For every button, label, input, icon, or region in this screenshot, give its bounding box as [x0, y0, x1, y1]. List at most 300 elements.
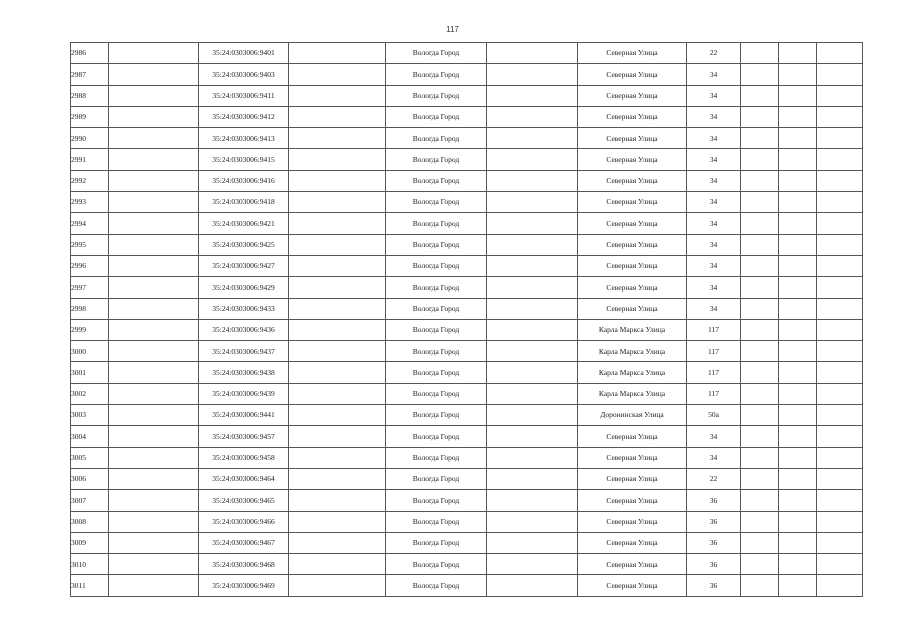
table-row	[71, 192, 863, 213]
table-row	[71, 383, 863, 404]
empty-cell	[817, 234, 863, 255]
empty-cell	[741, 234, 779, 255]
house-number-cell: 36	[687, 532, 741, 553]
empty-cell	[109, 298, 199, 319]
empty-cell	[289, 85, 386, 106]
street-cell: Доронинская Улица	[578, 405, 687, 426]
empty-cell	[779, 149, 817, 170]
empty-cell	[289, 383, 386, 404]
cadastral-number-cell: 35:24:0303006:9437	[199, 341, 289, 362]
cadastral-number-cell: 35:24:0303006:9425	[199, 234, 289, 255]
cadastral-number-cell: 35:24:0303006:9465	[199, 490, 289, 511]
row-number-cell: 2996	[71, 255, 109, 276]
house-number-cell: 34	[687, 234, 741, 255]
empty-cell	[487, 43, 578, 64]
empty-cell	[109, 106, 199, 127]
table-row	[71, 362, 863, 383]
empty-cell	[487, 64, 578, 85]
cadastral-number-cell: 35:24:0303006:9421	[199, 213, 289, 234]
street-cell: Северная Улица	[578, 43, 687, 64]
empty-cell	[741, 149, 779, 170]
empty-cell	[817, 490, 863, 511]
house-number-cell: 117	[687, 383, 741, 404]
table-row	[71, 298, 863, 319]
empty-cell	[741, 511, 779, 532]
empty-cell	[487, 532, 578, 553]
empty-cell	[779, 298, 817, 319]
cadastral-number-cell: 35:24:0303006:9413	[199, 128, 289, 149]
empty-cell	[779, 426, 817, 447]
empty-cell	[487, 149, 578, 170]
house-number-cell: 36	[687, 511, 741, 532]
empty-cell	[487, 85, 578, 106]
city-cell: Вологда Город	[386, 234, 487, 255]
table-row	[71, 149, 863, 170]
empty-cell	[487, 383, 578, 404]
cadastral-number-cell: 35:24:0303006:9436	[199, 319, 289, 340]
house-number-cell: 34	[687, 277, 741, 298]
city-cell: Вологда Город	[386, 298, 487, 319]
empty-cell	[779, 405, 817, 426]
row-number-cell: 3005	[71, 447, 109, 468]
empty-cell	[741, 447, 779, 468]
table-row	[71, 532, 863, 553]
empty-cell	[817, 149, 863, 170]
empty-cell	[109, 255, 199, 276]
row-number-cell: 2992	[71, 170, 109, 191]
cadastral-number-cell: 35:24:0303006:9433	[199, 298, 289, 319]
empty-cell	[289, 362, 386, 383]
row-number-cell: 2991	[71, 149, 109, 170]
empty-cell	[109, 192, 199, 213]
table-row	[71, 64, 863, 85]
row-number-cell: 2999	[71, 319, 109, 340]
street-cell: Северная Улица	[578, 170, 687, 191]
empty-cell	[487, 255, 578, 276]
table-row	[71, 447, 863, 468]
empty-cell	[817, 383, 863, 404]
city-cell: Вологда Город	[386, 341, 487, 362]
row-number-cell: 2993	[71, 192, 109, 213]
registry-table	[70, 42, 863, 597]
empty-cell	[741, 170, 779, 191]
empty-cell	[817, 106, 863, 127]
empty-cell	[289, 106, 386, 127]
table-row	[71, 277, 863, 298]
table-row	[71, 128, 863, 149]
empty-cell	[109, 64, 199, 85]
empty-cell	[817, 511, 863, 532]
empty-cell	[779, 532, 817, 553]
empty-cell	[817, 405, 863, 426]
empty-cell	[487, 405, 578, 426]
city-cell: Вологда Город	[386, 170, 487, 191]
city-cell: Вологда Город	[386, 106, 487, 127]
city-cell: Вологда Город	[386, 192, 487, 213]
house-number-cell: 34	[687, 106, 741, 127]
street-cell: Северная Улица	[578, 490, 687, 511]
empty-cell	[289, 64, 386, 85]
empty-cell	[109, 447, 199, 468]
empty-cell	[817, 298, 863, 319]
empty-cell	[109, 490, 199, 511]
city-cell: Вологда Город	[386, 554, 487, 575]
street-cell: Карла Маркса Улица	[578, 341, 687, 362]
house-number-cell: 34	[687, 85, 741, 106]
street-cell: Северная Улица	[578, 532, 687, 553]
cadastral-number-cell: 35:24:0303006:9401	[199, 43, 289, 64]
empty-cell	[487, 319, 578, 340]
empty-cell	[741, 64, 779, 85]
empty-cell	[109, 511, 199, 532]
empty-cell	[779, 213, 817, 234]
empty-cell	[109, 575, 199, 596]
row-number-cell: 3007	[71, 490, 109, 511]
table-row	[71, 234, 863, 255]
house-number-cell: 34	[687, 213, 741, 234]
empty-cell	[487, 490, 578, 511]
city-cell: Вологда Город	[386, 405, 487, 426]
empty-cell	[289, 213, 386, 234]
row-number-cell: 2987	[71, 64, 109, 85]
empty-cell	[109, 149, 199, 170]
cadastral-number-cell: 35:24:0303006:9412	[199, 106, 289, 127]
empty-cell	[779, 234, 817, 255]
empty-cell	[817, 319, 863, 340]
empty-cell	[741, 468, 779, 489]
row-number-cell: 2994	[71, 213, 109, 234]
empty-cell	[109, 468, 199, 489]
city-cell: Вологда Город	[386, 149, 487, 170]
empty-cell	[741, 383, 779, 404]
cadastral-number-cell: 35:24:0303006:9458	[199, 447, 289, 468]
row-number-cell: 2989	[71, 106, 109, 127]
house-number-cell: 34	[687, 447, 741, 468]
empty-cell	[289, 405, 386, 426]
city-cell: Вологда Город	[386, 213, 487, 234]
house-number-cell: 34	[687, 149, 741, 170]
empty-cell	[289, 532, 386, 553]
house-number-cell: 34	[687, 192, 741, 213]
empty-cell	[817, 277, 863, 298]
empty-cell	[817, 532, 863, 553]
empty-cell	[741, 85, 779, 106]
row-number-cell: 3001	[71, 362, 109, 383]
empty-cell	[289, 192, 386, 213]
row-number-cell: 3002	[71, 383, 109, 404]
cadastral-number-cell: 35:24:0303006:9427	[199, 255, 289, 276]
empty-cell	[741, 575, 779, 596]
empty-cell	[487, 554, 578, 575]
cadastral-number-cell: 35:24:0303006:9457	[199, 426, 289, 447]
table-row	[71, 319, 863, 340]
empty-cell	[741, 554, 779, 575]
street-cell: Карла Маркса Улица	[578, 383, 687, 404]
street-cell: Северная Улица	[578, 64, 687, 85]
empty-cell	[289, 341, 386, 362]
house-number-cell: 117	[687, 362, 741, 383]
empty-cell	[289, 554, 386, 575]
empty-cell	[779, 128, 817, 149]
street-cell: Северная Улица	[578, 447, 687, 468]
city-cell: Вологда Город	[386, 511, 487, 532]
empty-cell	[289, 319, 386, 340]
table-row	[71, 426, 863, 447]
cadastral-number-cell: 35:24:0303006:9429	[199, 277, 289, 298]
empty-cell	[487, 106, 578, 127]
cadastral-number-cell: 35:24:0303006:9403	[199, 64, 289, 85]
empty-cell	[741, 341, 779, 362]
city-cell: Вологда Город	[386, 85, 487, 106]
house-number-cell: 34	[687, 255, 741, 276]
empty-cell	[779, 362, 817, 383]
table-body	[71, 43, 863, 597]
city-cell: Вологда Город	[386, 64, 487, 85]
city-cell: Вологда Город	[386, 426, 487, 447]
empty-cell	[779, 554, 817, 575]
empty-cell	[817, 43, 863, 64]
table-row	[71, 554, 863, 575]
house-number-cell: 34	[687, 170, 741, 191]
empty-cell	[779, 255, 817, 276]
street-cell: Северная Улица	[578, 298, 687, 319]
empty-cell	[289, 575, 386, 596]
empty-cell	[817, 554, 863, 575]
street-cell: Северная Улица	[578, 149, 687, 170]
empty-cell	[289, 255, 386, 276]
cadastral-number-cell: 35:24:0303006:9438	[199, 362, 289, 383]
empty-cell	[487, 426, 578, 447]
cadastral-number-cell: 35:24:0303006:9411	[199, 85, 289, 106]
street-cell: Карла Маркса Улица	[578, 319, 687, 340]
cadastral-number-cell: 35:24:0303006:9468	[199, 554, 289, 575]
empty-cell	[289, 426, 386, 447]
empty-cell	[741, 426, 779, 447]
house-number-cell: 34	[687, 128, 741, 149]
page-number: 117	[446, 25, 459, 34]
city-cell: Вологда Город	[386, 128, 487, 149]
street-cell: Северная Улица	[578, 213, 687, 234]
empty-cell	[487, 213, 578, 234]
empty-cell	[109, 213, 199, 234]
empty-cell	[109, 234, 199, 255]
street-cell: Северная Улица	[578, 192, 687, 213]
empty-cell	[779, 64, 817, 85]
city-cell: Вологда Город	[386, 319, 487, 340]
empty-cell	[817, 341, 863, 362]
empty-cell	[817, 213, 863, 234]
cadastral-number-cell: 35:24:0303006:9469	[199, 575, 289, 596]
cadastral-number-cell: 35:24:0303006:9467	[199, 532, 289, 553]
row-number-cell: 2990	[71, 128, 109, 149]
house-number-cell: 117	[687, 341, 741, 362]
empty-cell	[487, 128, 578, 149]
row-number-cell: 3009	[71, 532, 109, 553]
empty-cell	[289, 128, 386, 149]
empty-cell	[109, 341, 199, 362]
empty-cell	[289, 170, 386, 191]
house-number-cell: 22	[687, 468, 741, 489]
empty-cell	[817, 85, 863, 106]
empty-cell	[741, 192, 779, 213]
empty-cell	[487, 170, 578, 191]
street-cell: Северная Улица	[578, 554, 687, 575]
street-cell: Северная Улица	[578, 128, 687, 149]
empty-cell	[289, 298, 386, 319]
cadastral-number-cell: 35:24:0303006:9439	[199, 383, 289, 404]
street-cell: Северная Улица	[578, 575, 687, 596]
cadastral-number-cell: 35:24:0303006:9466	[199, 511, 289, 532]
city-cell: Вологда Город	[386, 362, 487, 383]
row-number-cell: 3006	[71, 468, 109, 489]
empty-cell	[779, 319, 817, 340]
empty-cell	[741, 255, 779, 276]
row-number-cell: 3000	[71, 341, 109, 362]
city-cell: Вологда Город	[386, 383, 487, 404]
empty-cell	[817, 255, 863, 276]
house-number-cell: 36	[687, 554, 741, 575]
empty-cell	[487, 447, 578, 468]
row-number-cell: 2995	[71, 234, 109, 255]
empty-cell	[289, 511, 386, 532]
street-cell: Северная Улица	[578, 85, 687, 106]
empty-cell	[817, 192, 863, 213]
empty-cell	[487, 362, 578, 383]
empty-cell	[487, 511, 578, 532]
city-cell: Вологда Город	[386, 532, 487, 553]
empty-cell	[817, 170, 863, 191]
empty-cell	[487, 341, 578, 362]
street-cell: Северная Улица	[578, 234, 687, 255]
city-cell: Вологда Город	[386, 468, 487, 489]
row-number-cell: 2998	[71, 298, 109, 319]
house-number-cell: 34	[687, 298, 741, 319]
empty-cell	[109, 426, 199, 447]
row-number-cell: 3008	[71, 511, 109, 532]
empty-cell	[109, 405, 199, 426]
street-cell: Северная Улица	[578, 255, 687, 276]
empty-cell	[779, 447, 817, 468]
empty-cell	[289, 149, 386, 170]
empty-cell	[817, 426, 863, 447]
empty-cell	[741, 277, 779, 298]
street-cell: Северная Улица	[578, 468, 687, 489]
empty-cell	[289, 43, 386, 64]
empty-cell	[109, 277, 199, 298]
house-number-cell: 22	[687, 43, 741, 64]
table-row	[71, 575, 863, 596]
empty-cell	[741, 106, 779, 127]
house-number-cell: 117	[687, 319, 741, 340]
empty-cell	[817, 575, 863, 596]
city-cell: Вологда Город	[386, 490, 487, 511]
empty-cell	[741, 532, 779, 553]
table-row	[71, 490, 863, 511]
table-row	[71, 468, 863, 489]
empty-cell	[779, 43, 817, 64]
empty-cell	[779, 575, 817, 596]
table-row	[71, 405, 863, 426]
empty-cell	[289, 490, 386, 511]
empty-cell	[109, 554, 199, 575]
table-row	[71, 106, 863, 127]
table-row	[71, 255, 863, 276]
cadastral-number-cell: 35:24:0303006:9441	[199, 405, 289, 426]
empty-cell	[487, 468, 578, 489]
empty-cell	[109, 532, 199, 553]
row-number-cell: 3003	[71, 405, 109, 426]
city-cell: Вологда Город	[386, 575, 487, 596]
empty-cell	[779, 277, 817, 298]
empty-cell	[779, 490, 817, 511]
house-number-cell: 36	[687, 490, 741, 511]
street-cell: Северная Улица	[578, 426, 687, 447]
empty-cell	[289, 468, 386, 489]
city-cell: Вологда Город	[386, 447, 487, 468]
cadastral-number-cell: 35:24:0303006:9416	[199, 170, 289, 191]
empty-cell	[817, 362, 863, 383]
empty-cell	[109, 43, 199, 64]
city-cell: Вологда Город	[386, 255, 487, 276]
empty-cell	[109, 170, 199, 191]
empty-cell	[289, 277, 386, 298]
street-cell: Северная Улица	[578, 277, 687, 298]
empty-cell	[779, 383, 817, 404]
empty-cell	[779, 192, 817, 213]
street-cell: Северная Улица	[578, 511, 687, 532]
empty-cell	[779, 170, 817, 191]
row-number-cell: 3004	[71, 426, 109, 447]
empty-cell	[779, 106, 817, 127]
table-row	[71, 511, 863, 532]
empty-cell	[817, 468, 863, 489]
table-row	[71, 341, 863, 362]
empty-cell	[487, 277, 578, 298]
empty-cell	[109, 319, 199, 340]
house-number-cell: 34	[687, 426, 741, 447]
empty-cell	[487, 234, 578, 255]
empty-cell	[289, 447, 386, 468]
cadastral-number-cell: 35:24:0303006:9464	[199, 468, 289, 489]
city-cell: Вологда Город	[386, 277, 487, 298]
empty-cell	[817, 447, 863, 468]
city-cell: Вологда Город	[386, 43, 487, 64]
empty-cell	[109, 383, 199, 404]
row-number-cell: 3011	[71, 575, 109, 596]
row-number-cell: 2986	[71, 43, 109, 64]
empty-cell	[817, 64, 863, 85]
empty-cell	[779, 85, 817, 106]
empty-cell	[741, 319, 779, 340]
row-number-cell: 3010	[71, 554, 109, 575]
cadastral-number-cell: 35:24:0303006:9415	[199, 149, 289, 170]
empty-cell	[109, 128, 199, 149]
table-row	[71, 85, 863, 106]
table-row	[71, 170, 863, 191]
row-number-cell: 2988	[71, 85, 109, 106]
house-number-cell: 36	[687, 575, 741, 596]
empty-cell	[487, 575, 578, 596]
empty-cell	[487, 192, 578, 213]
empty-cell	[741, 213, 779, 234]
empty-cell	[487, 298, 578, 319]
row-number-cell: 2997	[71, 277, 109, 298]
empty-cell	[741, 298, 779, 319]
empty-cell	[779, 341, 817, 362]
empty-cell	[289, 234, 386, 255]
street-cell: Карла Маркса Улица	[578, 362, 687, 383]
empty-cell	[109, 85, 199, 106]
